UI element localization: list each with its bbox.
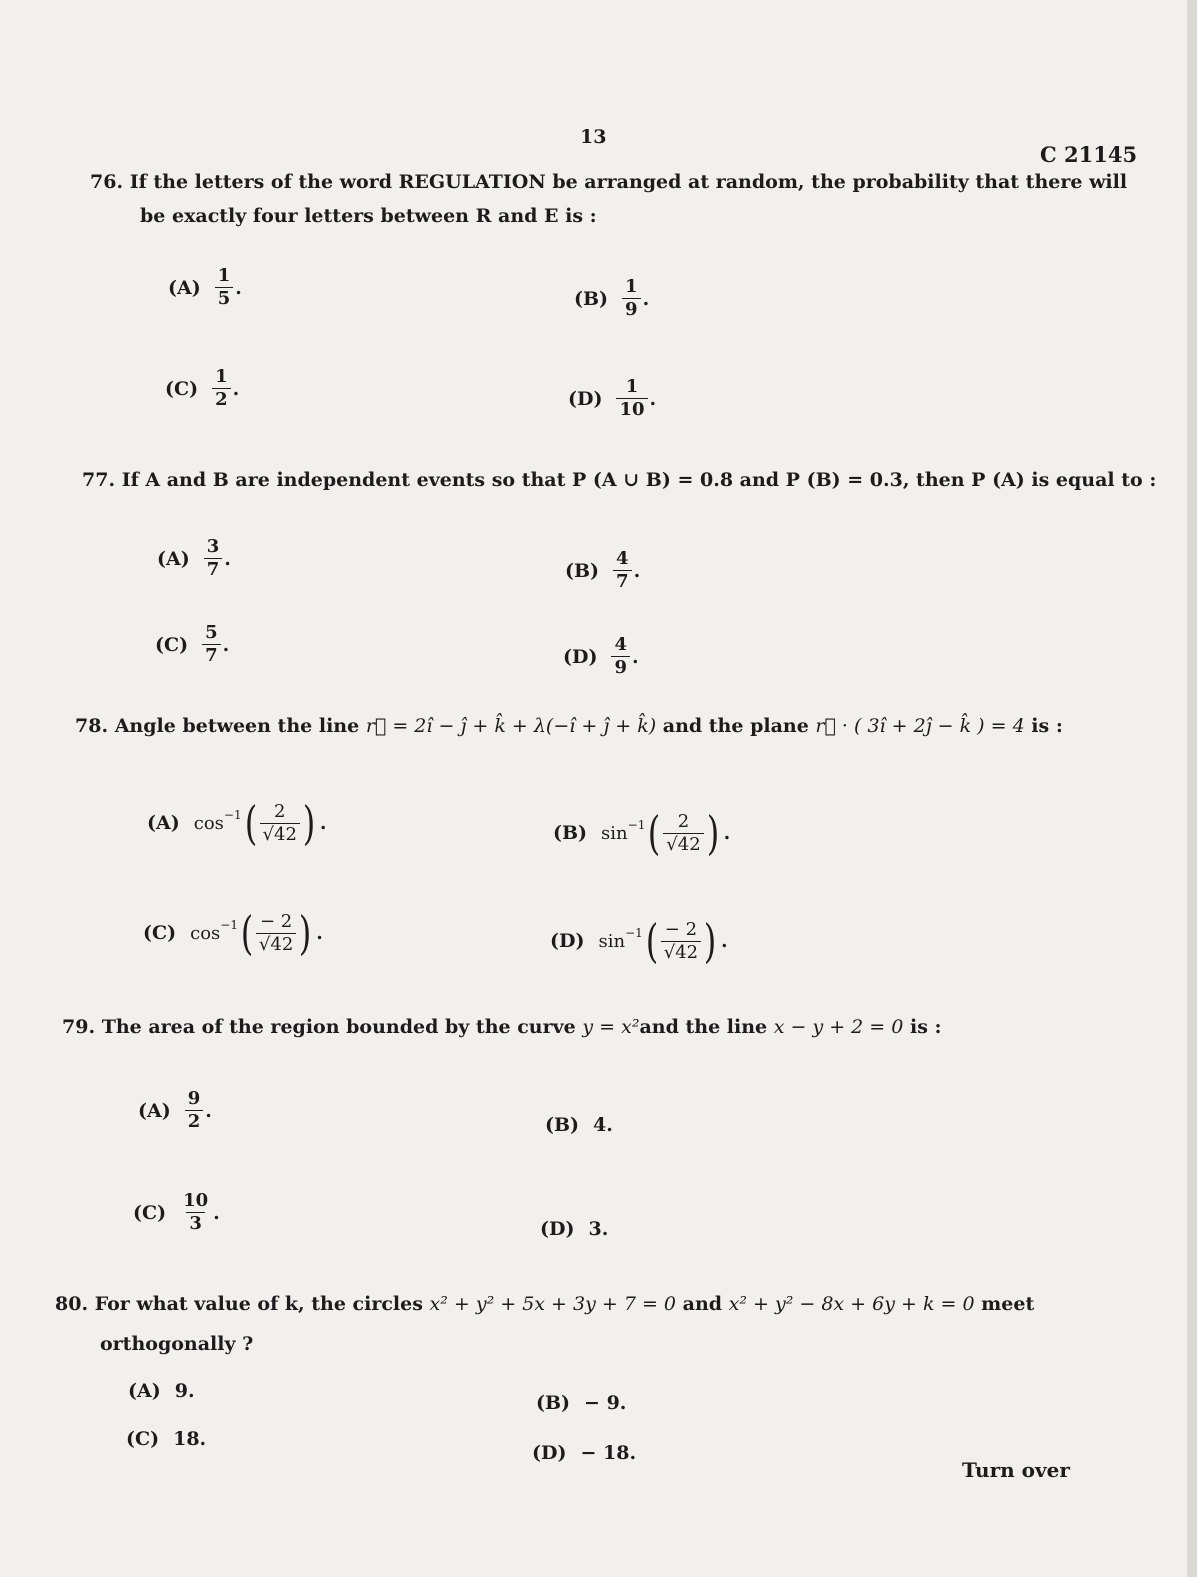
question-text: If the letters of the word — [129, 171, 399, 193]
option-76-c: (C) $\frac{1}{2}$ . — [165, 366, 240, 410]
question-76 — [90, 168, 1127, 196]
question-text: meet — [974, 1293, 1035, 1315]
option-value: 4. — [593, 1114, 613, 1136]
option-value: 18. — [173, 1428, 207, 1450]
circle-2-equation: x² + y² − 8x + 6y + k = 0 — [728, 1293, 975, 1315]
fraction: $\frac{4}{7}$ — [613, 548, 632, 593]
option-77-c: (C) $\frac{5}{7}$ . — [155, 622, 230, 666]
option-78-a: (A) cos −1 ( $\frac{2}{√42}$ ) . — [147, 796, 327, 850]
fraction: $\frac{3}{7}$ — [204, 536, 223, 581]
circle-1-equation: x² + y² + 5x + 3y + 7 = 0 — [429, 1293, 677, 1315]
option-78-d: (D) sin −1 ( $\frac{- 2}{√42}$ ) . — [550, 914, 728, 968]
fraction: $\frac{- 2}{√42}$ — [256, 911, 296, 956]
option-80-a: (A) 9. — [128, 1380, 195, 1402]
line-equation: x − y + 2 = 0 — [773, 1016, 904, 1038]
question-76-line-2: be exactly four letters between R and E is : — [140, 205, 597, 227]
question-text: and the plane — [656, 715, 816, 737]
fraction: $\frac{1}{10}$ — [616, 376, 647, 421]
question-78 — [75, 712, 1063, 740]
question-text: If A and B are independent events so that P (A ∪ B) = 0.8 and P (B) = 0.3, then P (A) is equal to : — [121, 469, 1157, 491]
question-keyword: REGULATION — [398, 171, 546, 193]
option-78-b: (B) sin −1 ( $\frac{2}{√42}$ ) . — [553, 806, 731, 860]
option-79-a: (A) $\frac{9}{2}$ . — [138, 1088, 212, 1132]
paper-code: C 21145 — [1040, 142, 1138, 167]
fraction: $\frac{10}{3}$ — [183, 1190, 209, 1234]
option-80-b: (B) − 9. — [536, 1392, 627, 1414]
question-text: is : — [903, 1016, 942, 1038]
question-number: 76. — [90, 171, 124, 193]
turn-over-footer: Turn over — [962, 1458, 1070, 1482]
question-text: For what value of k, the circles — [94, 1293, 430, 1315]
question-80 — [55, 1290, 1034, 1318]
option-80-c: (C) 18. — [126, 1428, 207, 1450]
fraction: $\frac{9}{2}$ — [185, 1088, 204, 1133]
question-text: and — [676, 1293, 729, 1315]
question-text: Angle between the line — [114, 715, 366, 737]
option-value: 9. — [174, 1380, 195, 1402]
fraction: $\frac{1}{2}$ — [212, 366, 231, 411]
fraction: $\frac{1}{9}$ — [622, 276, 641, 321]
question-number: 78. — [75, 715, 109, 737]
option-80-d: (D) − 18. — [532, 1442, 637, 1464]
question-text: is : — [1024, 715, 1063, 737]
plane-equation: r⃗ · ( 3î + 2ĵ − k̂ ) = 4 — [815, 715, 1025, 737]
option-77-d: (D) $\frac{4}{9}$ . — [563, 634, 639, 678]
question-79 — [62, 1013, 942, 1041]
option-79-b: (B) 4. — [545, 1114, 613, 1136]
option-79-d: (D) 3. — [540, 1218, 609, 1240]
question-text: and the line — [639, 1016, 774, 1038]
option-77-a: (A) $\frac{3}{7}$ . — [157, 536, 231, 580]
option-78-c: (C) cos −1 ( $\frac{- 2}{√42}$ ) . — [143, 906, 323, 960]
option-76-b: (B) $\frac{1}{9}$ . — [574, 276, 650, 320]
option-76-a: (A) $\frac{1}{5}$ . — [168, 265, 242, 309]
option-79-c: (C) $\frac{10}{3}$ . — [133, 1190, 220, 1234]
page-number: 13 — [580, 126, 607, 148]
question-number: 80. — [55, 1293, 89, 1315]
fraction: $\frac{4}{9}$ — [611, 634, 630, 679]
question-number: 79. — [62, 1016, 96, 1038]
page-spine — [1187, 0, 1197, 1577]
fraction: $\frac{2}{√42}$ — [260, 801, 300, 846]
curve-equation: y = x² — [582, 1016, 640, 1038]
option-value: 3. — [588, 1218, 609, 1240]
option-77-b: (B) $\frac{4}{7}$ . — [565, 548, 641, 592]
question-number: 77. — [82, 469, 116, 491]
option-value: − 9. — [584, 1392, 627, 1414]
question-text: The area of the region bounded by the curve — [101, 1016, 583, 1038]
question-text: be arranged at random, the probability that there will — [545, 171, 1128, 193]
fraction: $\frac{2}{√42}$ — [663, 811, 703, 856]
option-76-d: (D) $\frac{1}{10}$ . — [568, 376, 657, 420]
fraction: $\frac{- 2}{√42}$ — [661, 919, 701, 964]
option-value: − 18. — [580, 1442, 637, 1464]
question-80-line-2: orthogonally ? — [100, 1333, 254, 1355]
fraction: $\frac{5}{7}$ — [202, 622, 221, 667]
line-equation: r⃗ = 2î − ĵ + k̂ + λ(−î + ĵ + k̂) — [365, 715, 657, 737]
fraction: $\frac{1}{5}$ — [215, 265, 234, 310]
question-77 — [82, 466, 1156, 494]
